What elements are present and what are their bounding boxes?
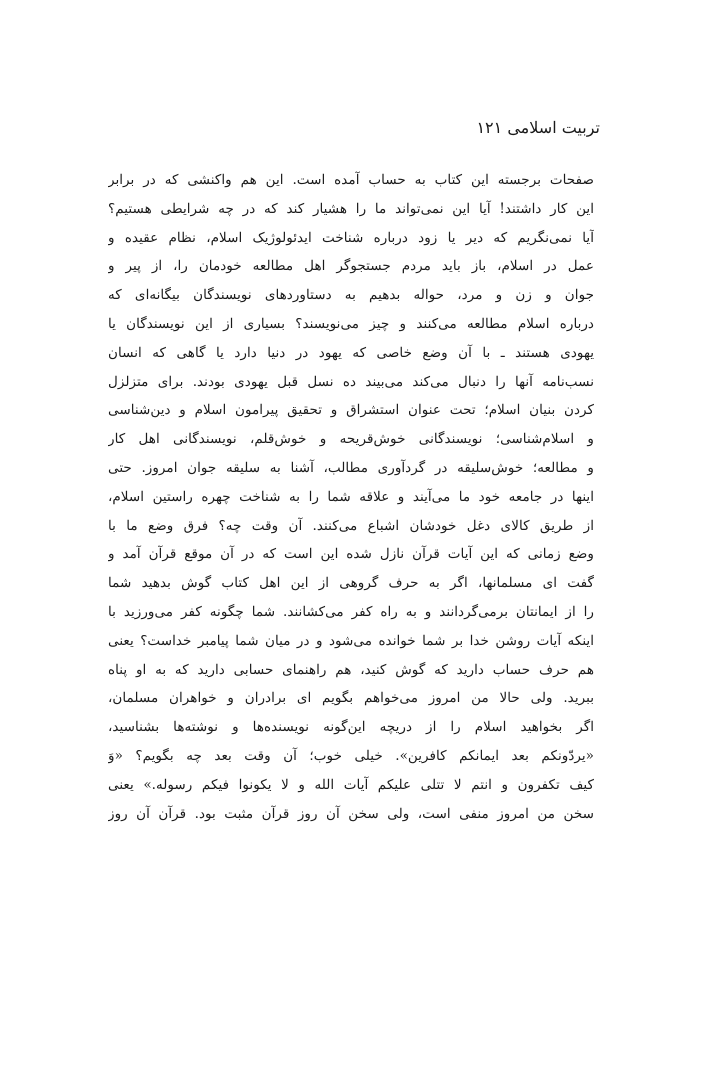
text-line: را از ایمانتان برمی‌گردانند و به راه کفر می‌کشانند. شما چگونه کفر می‌ورزید با — [108, 603, 594, 620]
text-line: اینها در جامعه خود ما می‌آیند و علاقه شما را به شناخت چهره راستین اسلام، — [108, 488, 594, 505]
text-line: «یردّونکم بعد ایمانکم کافرین». خیلی خوب؛ آن وقت بعد چه بگویم؟ «وَ — [108, 747, 594, 764]
text-line: سخن من امروز منفی است، ولی سخن آن روز قرآن مثبت بود. قرآن آن روز — [108, 805, 594, 822]
text-line: ببرید. ولی حالا من امروز می‌خواهم بگویم ای برادران و خواهران مسلمان، — [108, 690, 594, 707]
running-head — [454, 118, 600, 137]
text-line: نسب‌نامه آنها را دنبال می‌کند می‌بیند ده نسل قبل یهودی بودند. برای متزلزل — [108, 373, 594, 390]
running-title: تربیت اسلامی — [507, 118, 600, 137]
text-line: اگر بخواهید اسلام را از دریچه این‌گونه نویسنده‌ها و نوشته‌ها بشناسید، — [108, 719, 594, 736]
text-line: و اسلام‌شناسی؛ نویسندگانی خوش‌قریحه و خوش‌قلم، نویسندگانی اهل کار — [108, 431, 594, 448]
text-line: آیا نمی‌نگریم که دیر یا زود درباره شناخت ایدئولوژیک اسلام، نظام عقیده و — [108, 229, 594, 246]
text-line: کردن بنیان اسلام؛ تحت عنوان استشراق و تحقیق پیرامون اسلام و دین‌شناسی — [108, 402, 594, 419]
text-line: عمل در اسلام، باز باید مردم جستجوگر اهل مطالعه خودمان را، از پیر و — [108, 258, 594, 275]
text-line: یهودی هستند ـ با آن وضع خاصی که یهود در دنیا دارد یا گاهی که انسان — [108, 344, 594, 361]
text-line: کیف تکفرون و انتم لا تتلی علیکم آیات الله و لا یکونوا فیکم رسوله.» یعنی — [108, 776, 594, 793]
page-number: ۱۲۱ — [476, 118, 503, 137]
body-text — [108, 166, 594, 828]
text-line: گفت ای مسلمانها، اگر به حرف گروهی از این اهل کتاب گوش بدهید شما — [108, 575, 594, 592]
text-line: درباره اسلام مطالعه می‌کنند و چیز می‌نویسند؟ بسیاری از این نویسندگان یا — [108, 315, 594, 332]
text-line: جوان و زن و مرد، حواله بدهیم به دستاوردهای نویسندگان بیگانه‌ای که — [108, 287, 594, 304]
text-line: وضع زمانی که این آیات قرآن نازل شده این است که در آن موقع قرآن آمد و — [108, 546, 594, 563]
text-line: صفحات برجسته این کتاب به حساب آمده است. این هم واکنشی که در برابر — [108, 172, 594, 188]
text-line: اینکه آیات روشن خدا بر شما خوانده می‌شود و در میان شما پیامبر خداست؟ یعنی — [108, 632, 594, 649]
text-line: هم حرف حساب دارید که گوش کنید، هم راهنمای حسابی دارید که به او پناه — [108, 661, 594, 678]
text-line: از طریق کالای دغل خودشان اشباع می‌کنند. آن وقت چه؟ فرق وضع ما با — [108, 517, 594, 534]
text-line: این کار داشتند! آیا این نمی‌تواند ما را هشیار کند که در چه شرایطی هستیم؟ — [108, 200, 594, 217]
text-line: و مطالعه؛ خوش‌سلیقه در گردآوری مطالب، آشنا به سلیقه جوان امروز. حتی — [108, 459, 594, 476]
